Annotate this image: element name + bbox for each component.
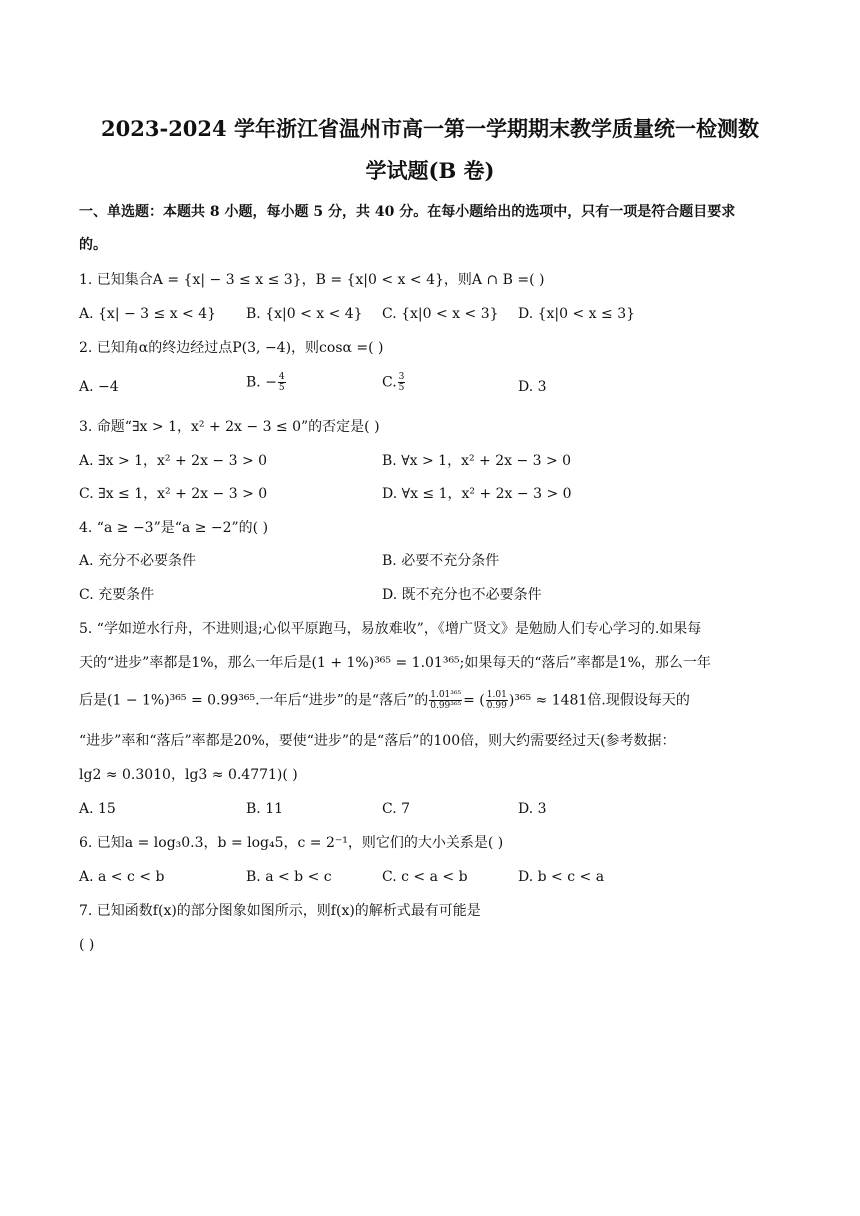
section-heading-cont: 的。	[79, 237, 107, 253]
question-5-fraction-1	[429, 690, 462, 711]
question-2-option-c	[382, 372, 406, 393]
page-title-line-2: 学试题(B 卷)	[365, 158, 495, 183]
question-5-line-3-part-a: 后是(1 − 1%)³⁶⁵ = 0.99³⁶⁵.一年后“进步”的是“落后”的	[79, 692, 429, 709]
question-2-option-a: A. −4	[79, 379, 119, 395]
question-1-option-a: A. {x| − 3 ≤ x < 4}	[79, 306, 217, 322]
question-2-option-c-fraction	[398, 372, 406, 393]
question-4-stem: 4. “a ≥ −3”是“a ≥ −2”的( )	[79, 520, 269, 536]
question-4-option-c: C. 充要条件	[79, 587, 155, 603]
fraction-denominator: 0.99³⁶⁵	[430, 701, 462, 711]
question-5-line-3-part-b: = (	[463, 692, 485, 709]
question-3-stem: 3. 命题“∃x > 1，x² + 2x − 3 ≤ 0”的否定是( )	[79, 419, 380, 435]
question-5-option-c: C. 7	[382, 801, 411, 817]
question-2-stem: 2. 已知角α的终边经过点P(3, −4)，则cosα =( )	[79, 340, 384, 356]
question-3-option-b: B. ∀x > 1，x² + 2x − 3 > 0	[382, 453, 572, 469]
question-5-option-b: B. 11	[246, 801, 284, 817]
question-2-option-b-prefix: B. −	[246, 374, 277, 391]
fraction-denominator: 0.99	[486, 701, 507, 711]
question-5-line-5: lg2 ≈ 0.3010，lg3 ≈ 0.4771)( )	[79, 767, 298, 783]
question-5-fraction-2	[486, 690, 508, 711]
fraction-numerator: 4	[278, 372, 285, 382]
fraction-denominator: 5	[278, 383, 285, 393]
fraction-numerator: 3	[398, 372, 405, 382]
question-7-answer-paren: ( )	[79, 937, 95, 953]
question-5-line-2: 天的“进步”率都是1%，那么一年后是(1 + 1%)³⁶⁵ = 1.01³⁶⁵;如果每天的“落后”率都是1%，那么一年	[79, 655, 711, 671]
question-4-option-a: A. 充分不必要条件	[79, 553, 197, 569]
question-5-line-3	[79, 690, 690, 711]
question-6-option-b: B. a < b < c	[246, 869, 332, 885]
question-1-option-c: C. {x|0 < x < 3}	[382, 306, 499, 322]
fraction-denominator: 5	[398, 383, 405, 393]
question-5-line-3-part-c: )³⁶⁵ ≈ 1481倍.现假设每天的	[508, 692, 690, 709]
question-6-stem: 6. 已知a = log₃0.3，b = log₄5，c = 2⁻¹，则它们的大小关系是( )	[79, 835, 504, 851]
question-5-option-a: A. 15	[79, 801, 116, 817]
question-3-option-d: D. ∀x ≤ 1，x² + 2x − 3 > 0	[382, 486, 572, 502]
question-1-option-d: D. {x|0 < x ≤ 3}	[518, 306, 636, 322]
question-5-line-4: “进步”率和“落后”率都是20%，要使“进步”的是“落后”的100倍，则大约需要经过天(参考数据：	[79, 733, 676, 749]
question-2-option-c-prefix: C.	[382, 374, 397, 391]
page-title-line-1: 2023-2024 学年浙江省温州市高一第一学期期末教学质量统一检测数	[101, 116, 759, 141]
question-2-option-b	[246, 372, 287, 393]
question-1-stem: 1. 已知集合A = {x| − 3 ≤ x ≤ 3}，B = {x|0 < x < 4}，则A ∩ B =( )	[79, 272, 545, 288]
fraction-numerator: 1.01³⁶⁵	[430, 690, 462, 700]
section-heading: 一、单选题：本题共 8 小题，每小题 5 分，共 40 分。在每小题给出的选项中，只有一项是符合题目要求	[79, 204, 736, 220]
question-1-option-b: B. {x|0 < x < 4}	[246, 306, 363, 322]
question-3-option-a: A. ∃x > 1，x² + 2x − 3 > 0	[79, 453, 268, 469]
question-4-option-d: D. 既不充分也不必要条件	[382, 587, 542, 603]
question-7-stem: 7. 已知函数f(x)的部分图象如图所示，则f(x)的解析式最有可能是	[79, 903, 481, 919]
fraction-numerator: 1.01	[486, 690, 507, 700]
question-2-option-b-fraction	[278, 372, 286, 393]
question-6-option-a: A. a < c < b	[79, 869, 165, 885]
question-5-option-d: D. 3	[518, 801, 547, 817]
question-4-option-b: B. 必要不充分条件	[382, 553, 500, 569]
question-6-option-c: C. c < a < b	[382, 869, 468, 885]
question-6-option-d: D. b < c < a	[518, 869, 605, 885]
question-3-option-c: C. ∃x ≤ 1，x² + 2x − 3 > 0	[79, 486, 268, 502]
question-5-line-1: 5. “学如逆水行舟，不进则退;心似平原跑马，易放难收”，《增广贤文》是勉励人们专心学习的.如果每	[79, 621, 702, 637]
question-2-option-d: D. 3	[518, 379, 547, 395]
